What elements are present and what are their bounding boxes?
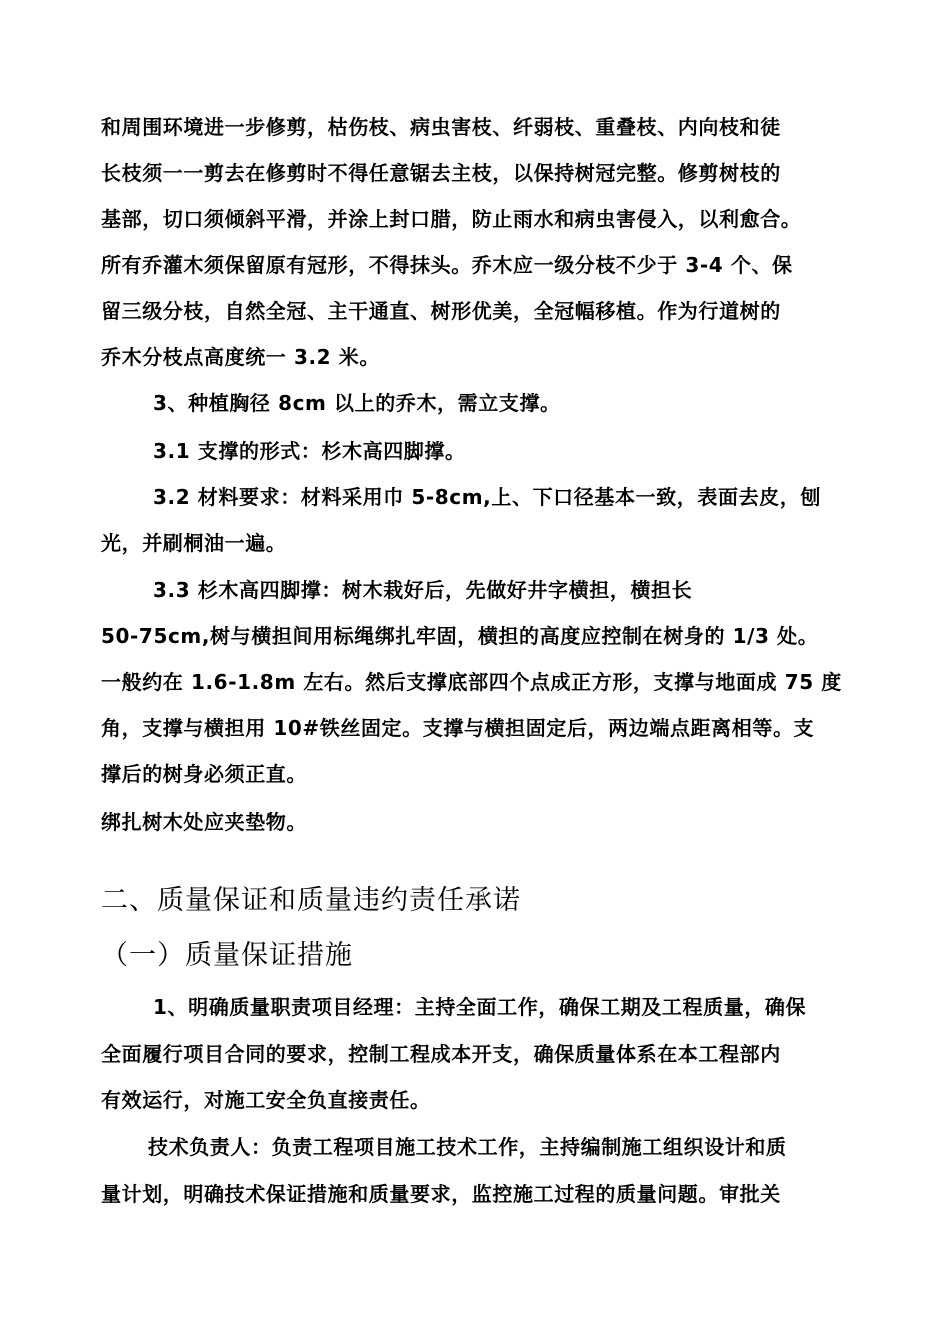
pruning-line-1: 和周围环境进一步修剪，枯伤枝、病虫害枝、纤弱枝、重叠枝、内向枝和徒 xyxy=(101,115,781,139)
item-3-2-line-2: 光，并刷桐油一遍。 xyxy=(101,531,287,555)
pruning-line-2: 长枝须一一剪去在修剪时不得任意锯去主枝，以保持树冠完整。修剪树枝的 xyxy=(101,161,781,185)
pruning-line-4: 所有乔灌木须保留原有冠形，不得抹头。乔木应一级分枝不少于 3-4 个、保 xyxy=(101,253,793,277)
item-3-text: 3、种植胸径 8cm 以上的乔木，需立支撑。 xyxy=(153,391,561,415)
item-1-line-3: 有效运行，对施工安全负直接责任。 xyxy=(101,1088,431,1112)
item-3-3-line-5: 撑后的树身必须正直。 xyxy=(101,762,307,786)
pruning-line-5: 留三级分枝，自然全冠、主干通直、树形优美，全冠幅移植。作为行道树的 xyxy=(101,299,781,323)
item-3-3-line-1: 3.3 杉木高四脚撑：树木栽好后，先做好井字横担，横担长 xyxy=(153,578,693,602)
item-3-3-line-4: 角，支撑与横担用 10#铁丝固定。支撑与横担固定后，两边端点距离相等。支 xyxy=(101,716,815,740)
item-1-line-1: 1、明确质量职责项目经理：主持全面工作，确保工期及工程质量，确保 xyxy=(153,995,807,1019)
section-heading: 二、质量保证和质量违约责任承诺 xyxy=(101,885,521,916)
tech-lead-line-1: 技术负责人：负责工程项目施工技术工作，主持编制施工组织设计和质 xyxy=(148,1135,787,1159)
tech-lead-line-2: 量计划，明确技术保证措施和质量要求，监控施工过程的质量问题。审批关 xyxy=(101,1182,781,1206)
subsection-heading: （一）质量保证措施 xyxy=(101,940,353,971)
item-3-1-text: 3.1 支撑的形式：杉木高四脚撑。 xyxy=(153,439,466,463)
item-1-line-2: 全面履行项目合同的要求，控制工程成本开支，确保质量体系在本工程部内 xyxy=(101,1042,781,1066)
pruning-line-3: 基部，切口须倾斜平滑，并涂上封口腊，防止雨水和病虫害侵入，以利愈合。 xyxy=(101,207,802,231)
pruning-line-6: 乔木分枝点高度统一 3.2 米。 xyxy=(101,345,380,369)
item-3-2-line-1: 3.2 材料要求：材料采用巾 5-8cm,上、下口径基本一致，表面去皮，刨 xyxy=(153,485,821,509)
item-3-3-line-2: 50-75cm,树与横担间用标绳绑扎牢固，横担的高度应控制在树身的 1/3 处。 xyxy=(101,624,819,648)
binding-note: 绑扎树木处应夹垫物。 xyxy=(101,810,307,834)
item-3-3-line-3: 一般约在 1.6-1.8m 左右。然后支撑底部四个点成正方形，支撑与地面成 75 度 xyxy=(101,670,842,694)
